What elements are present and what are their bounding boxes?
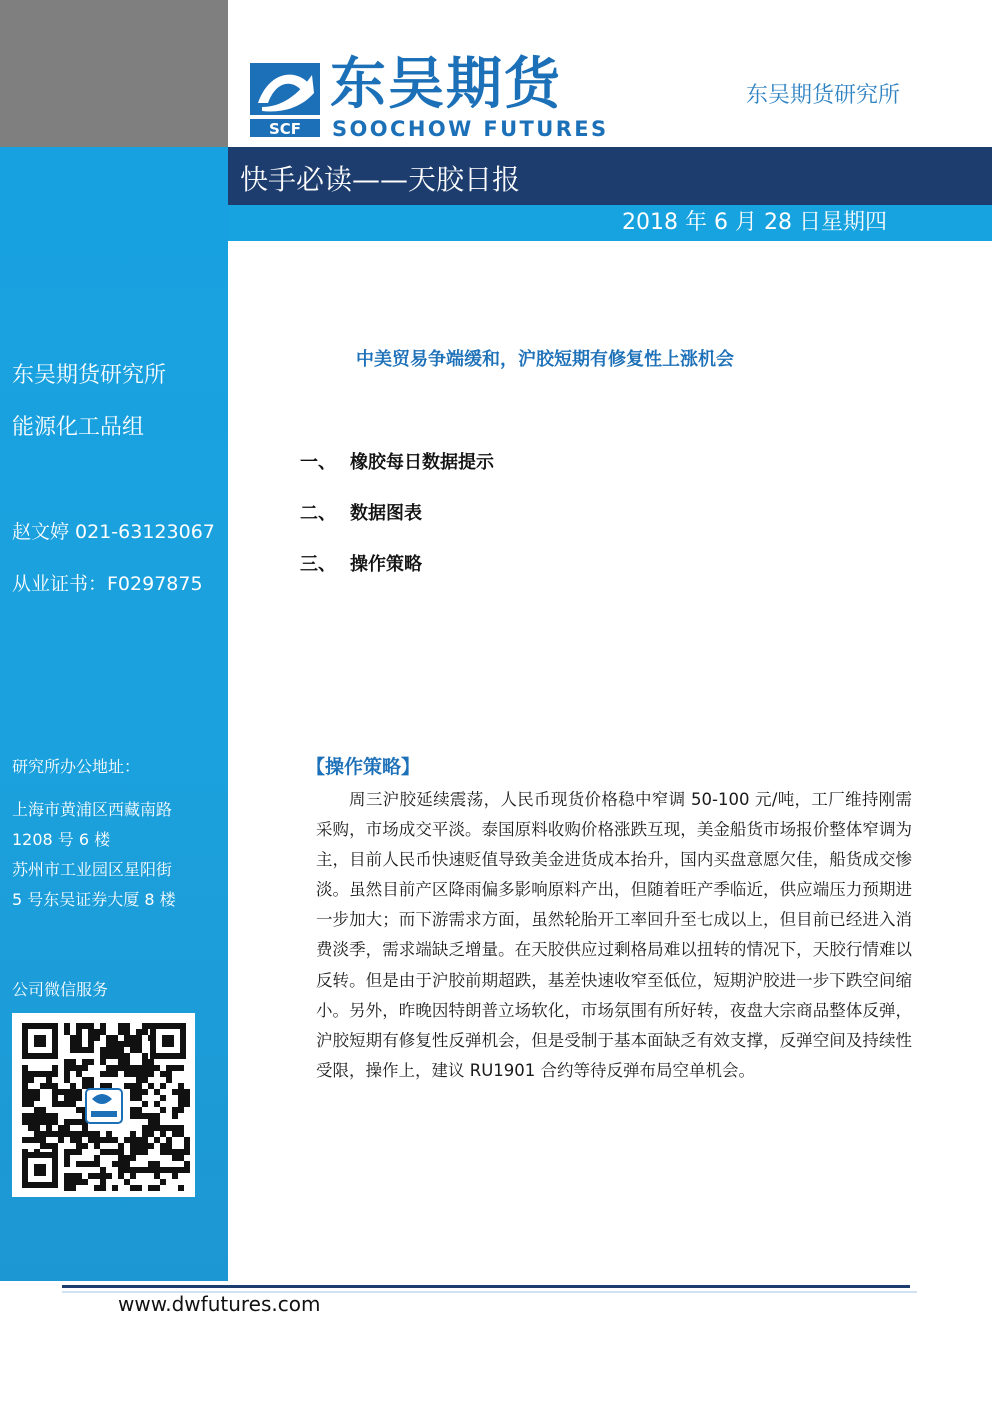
strategy-paragraph: 周三沪胶延续震荡，人民币现货价格稳中窄调 50-100 元/吨，工厂维持刚需采购，市场成交平淡。泰国原料收购价格涨跌互现，美金船货市场报价整体窄调为主，目前人民币快速贬值导致美金进货成本抬升，国内买盘意愿欠佳，船货成交惨淡。虽然目前产区降雨偏多影响原料产出，但随着旺产季临近，供应端压力预期进一步加大；而下游需求方面，虽然轮胎开工率回升至七成以上，但目前已经进入消费淡季，需求端缺乏增量。在天胶供应过剩格局难以扭转的情况下，天胶行情难以反转。但是由于沪胶前期超跌，基差快速收窄至低位，短期沪胶进一步下跌空间缩小。另外，昨晚因特朗普立场软化，市场氛围有所好转，夜盘大宗商品整体反弹，沪胶短期有修复性反弹机会，但是受制于基本面缺乏有效支撑，反弹空间及持续性受限，操作上，建议 RU1901 合约等待反弹布局空单机会。 <box>316 790 912 1080</box>
company-logo-icon <box>250 63 320 139</box>
address-label: 研究所办公地址： <box>12 757 141 776</box>
toc-label: 操作策略 <box>350 554 422 575</box>
footer-divider <box>62 1285 910 1288</box>
address-line: 苏州市工业园区星阳街 <box>12 860 173 879</box>
wechat-qr-code <box>12 1013 195 1197</box>
sidebar-group: 能源化工品组 <box>12 415 145 440</box>
sidebar-license: 从业证书：F0297875 <box>12 573 203 595</box>
company-name-cn: 东吴期货 <box>330 52 562 117</box>
toc-number: 二、 <box>300 503 336 524</box>
qr-code-icon <box>12 1013 195 1197</box>
toc-label: 数据图表 <box>350 503 422 524</box>
header-grey-block <box>0 0 228 147</box>
wechat-label: 公司微信服务 <box>12 980 109 999</box>
report-headline: 中美贸易争端缓和，沪胶短期有修复性上涨机会 <box>356 349 734 370</box>
toc-number: 三、 <box>300 554 336 575</box>
report-title: 快手必读——天胶日报 <box>240 163 521 196</box>
logo-mark-text: SCF <box>268 120 302 138</box>
sidebar-institute: 东吴期货研究所 <box>12 363 167 388</box>
toc-item <box>300 550 600 576</box>
address-line: 1208 号 6 楼 <box>12 830 111 849</box>
address-line: 上海市黄浦区西藏南路 <box>12 800 173 819</box>
footer-website-link[interactable]: www.dwfutures.com <box>118 1292 321 1316</box>
report-date: 2018 年 6 月 28 日星期四 <box>622 210 887 235</box>
sidebar-analyst: 赵文婷 021-63123067 <box>12 521 215 543</box>
toc-item <box>300 448 600 474</box>
toc-label: 橡胶每日数据提示 <box>350 452 494 473</box>
header-institute: 东吴期货研究所 <box>746 83 901 108</box>
address-line: 5 号东吴证券大厦 8 楼 <box>12 890 176 909</box>
strategy-heading: 【操作策略】 <box>306 756 421 778</box>
toc-item <box>300 499 600 525</box>
company-name-en: SOOCHOW FUTURES <box>332 117 609 141</box>
toc-number: 一、 <box>300 452 336 473</box>
